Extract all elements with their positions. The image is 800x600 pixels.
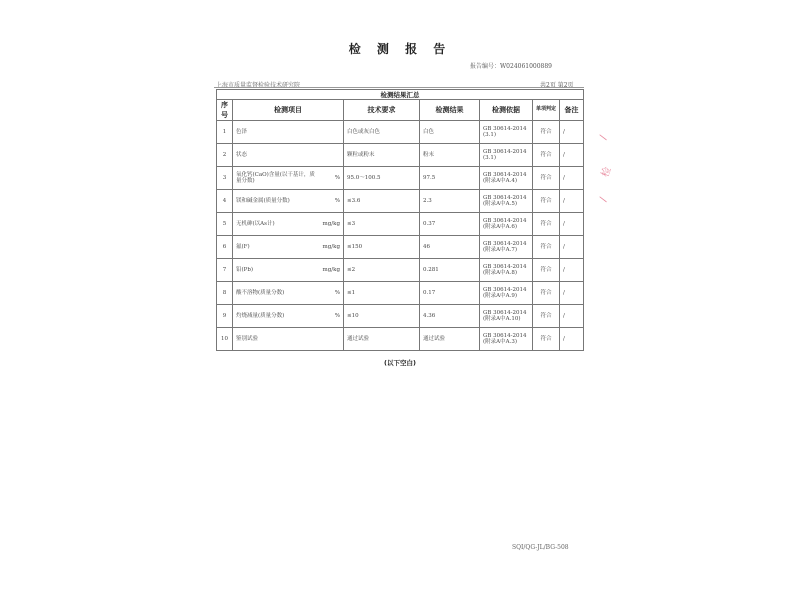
row-number: 5 <box>217 213 233 236</box>
technical-requirement: ≤10 <box>344 305 420 328</box>
test-item-unit: % <box>334 289 340 296</box>
page-count: 共2页 第2页 <box>540 82 574 89</box>
test-basis <box>480 305 533 328</box>
test-item <box>233 167 344 190</box>
test-item-unit: % <box>334 312 340 319</box>
test-basis-clause: (附录A中A.10) <box>483 316 521 322</box>
report-number <box>470 61 552 70</box>
item-judgement: 符合 <box>533 144 560 167</box>
test-result: 4.36 <box>420 305 480 328</box>
test-result: 0.281 <box>420 259 480 282</box>
organization-name: 上海市质量监督检验技术研究院 <box>216 82 301 89</box>
test-item <box>233 259 344 282</box>
test-basis-standard: GB 30614-2014 <box>483 217 527 224</box>
row-number: 7 <box>217 259 233 282</box>
test-basis <box>480 259 533 282</box>
technical-requirement: 95.0～100.5 <box>344 167 420 190</box>
test-basis-standard: GB 30614-2014 <box>483 148 527 155</box>
seal-stamp-fragment <box>598 128 616 212</box>
technical-requirement: 通过试验 <box>344 328 420 351</box>
test-result: 白色 <box>420 121 480 144</box>
item-judgement: 符合 <box>533 213 560 236</box>
test-item-unit: mg/kg <box>322 266 340 273</box>
item-judgement: 符合 <box>533 236 560 259</box>
header-divider <box>214 87 584 88</box>
test-basis-clause: (附录A中A.9) <box>483 293 517 299</box>
item-judgement: 符合 <box>533 259 560 282</box>
row-number: 4 <box>217 190 233 213</box>
test-item-name: 氟(F) <box>236 243 250 250</box>
report-title: 检 测 报 告 <box>348 42 452 56</box>
test-item <box>233 144 344 167</box>
test-item-unit: mg/kg <box>322 220 340 227</box>
table-row <box>217 167 584 190</box>
row-number: 9 <box>217 305 233 328</box>
remark: / <box>560 213 584 236</box>
remark: / <box>560 282 584 305</box>
stamp-mark-3: / <box>597 196 610 203</box>
document-code: SQI/QG-JL/BG-508 <box>512 544 569 551</box>
test-item <box>233 305 344 328</box>
table-row <box>217 259 584 282</box>
test-item <box>233 282 344 305</box>
technical-requirement: ≤2 <box>344 259 420 282</box>
test-item <box>233 236 344 259</box>
test-item-unit: % <box>334 174 340 181</box>
test-basis <box>480 121 533 144</box>
item-judgement: 符合 <box>533 282 560 305</box>
test-result: 通过试验 <box>420 328 480 351</box>
remark: / <box>560 167 584 190</box>
technical-requirement: ≤3.6 <box>344 190 420 213</box>
test-basis-clause: (附录A中A.5) <box>483 201 517 207</box>
test-basis-standard: GB 30614-2014 <box>483 240 527 247</box>
test-result: 0.37 <box>420 213 480 236</box>
test-basis-clause: (附录A中A.4) <box>483 178 517 184</box>
remark: / <box>560 190 584 213</box>
remark: / <box>560 328 584 351</box>
table-header-row <box>217 100 584 121</box>
table-row <box>217 190 584 213</box>
row-number: 8 <box>217 282 233 305</box>
test-item-name: 镁和碱金属(质量分数) <box>236 197 290 204</box>
row-number: 6 <box>217 236 233 259</box>
column-header-remark: 备注 <box>560 100 584 121</box>
test-basis-standard: GB 30614-2014 <box>483 125 527 132</box>
item-judgement: 符合 <box>533 328 560 351</box>
table-row <box>217 121 584 144</box>
test-result: 46 <box>420 236 480 259</box>
technical-requirement: 颗粒或粉末 <box>344 144 420 167</box>
column-header-judgement: 单项判定 <box>533 100 560 121</box>
row-number: 3 <box>217 167 233 190</box>
row-number: 2 <box>217 144 233 167</box>
table-row <box>217 328 584 351</box>
report-number-label: 报告编号： <box>470 63 501 70</box>
test-basis-standard: GB 30614-2014 <box>483 171 527 178</box>
test-basis-clause: (附录A中A.6) <box>483 224 517 230</box>
technical-requirement: ≤3 <box>344 213 420 236</box>
remark: / <box>560 121 584 144</box>
column-header-no: 序号 <box>217 100 233 121</box>
item-judgement: 符合 <box>533 121 560 144</box>
row-number: 1 <box>217 121 233 144</box>
table-row <box>217 144 584 167</box>
test-basis <box>480 328 533 351</box>
stamp-mark-2: 检 <box>600 165 614 179</box>
technical-requirement: ≤150 <box>344 236 420 259</box>
test-basis <box>480 213 533 236</box>
test-basis-standard: GB 30614-2014 <box>483 194 527 201</box>
test-basis-clause: (附录A中A.3) <box>483 339 517 345</box>
test-result: 2.3 <box>420 190 480 213</box>
test-item-name: 酸不溶物(质量分数) <box>236 289 285 296</box>
test-result: 0.17 <box>420 282 480 305</box>
test-basis <box>480 190 533 213</box>
table-row <box>217 305 584 328</box>
column-header-basis: 检测依据 <box>480 100 533 121</box>
test-item-name: 状态 <box>236 151 248 158</box>
test-basis <box>480 167 533 190</box>
test-item-name: 色泽 <box>236 128 248 135</box>
test-item-name: 无机砷(以As计) <box>236 220 275 227</box>
item-judgement: 符合 <box>533 190 560 213</box>
test-basis <box>480 144 533 167</box>
test-result: 97.5 <box>420 167 480 190</box>
test-item <box>233 213 344 236</box>
table-row <box>217 282 584 305</box>
test-item <box>233 190 344 213</box>
test-item <box>233 328 344 351</box>
row-number: 10 <box>217 328 233 351</box>
table-caption: 检测结果汇总 <box>217 90 584 100</box>
stamp-mark-1: / <box>597 134 610 141</box>
technical-requirement: 白色或灰白色 <box>344 121 420 144</box>
test-basis <box>480 236 533 259</box>
test-item-unit: % <box>334 197 340 204</box>
results-table <box>216 89 584 351</box>
test-result: 粉末 <box>420 144 480 167</box>
table-row <box>217 213 584 236</box>
remark: / <box>560 305 584 328</box>
test-item-name: 灼烧减量(质量分数) <box>236 312 285 319</box>
column-header-result: 检测结果 <box>420 100 480 121</box>
test-item-name: 鉴别试验 <box>236 335 259 342</box>
blank-below-note: (以下空白) <box>384 359 416 367</box>
test-basis-standard: GB 30614-2014 <box>483 309 527 316</box>
remark: / <box>560 144 584 167</box>
test-basis-clause: (附录A中A.8) <box>483 270 517 276</box>
test-item-name: 铅(Pb) <box>236 266 254 273</box>
test-basis-standard: GB 30614-2014 <box>483 286 527 293</box>
technical-requirement: ≤1 <box>344 282 420 305</box>
report-number-value: W024061000889 <box>500 63 552 70</box>
test-basis-clause: (3.1) <box>483 132 497 138</box>
test-basis-standard: GB 30614-2014 <box>483 332 527 339</box>
item-judgement: 符合 <box>533 167 560 190</box>
column-header-requirement: 技术要求 <box>344 100 420 121</box>
remark: / <box>560 236 584 259</box>
test-basis-clause: (3.1) <box>483 155 497 161</box>
test-item <box>233 121 344 144</box>
test-item-unit: mg/kg <box>322 243 340 250</box>
test-basis-standard: GB 30614-2014 <box>483 263 527 270</box>
remark: / <box>560 259 584 282</box>
item-judgement: 符合 <box>533 305 560 328</box>
table-row <box>217 236 584 259</box>
column-header-item: 检测项目 <box>233 100 344 121</box>
test-basis <box>480 282 533 305</box>
test-item-name: 氧化钙(CaO)含量(以干基计，质量分数) <box>236 171 315 184</box>
test-basis-clause: (附录A中A.7) <box>483 247 517 253</box>
